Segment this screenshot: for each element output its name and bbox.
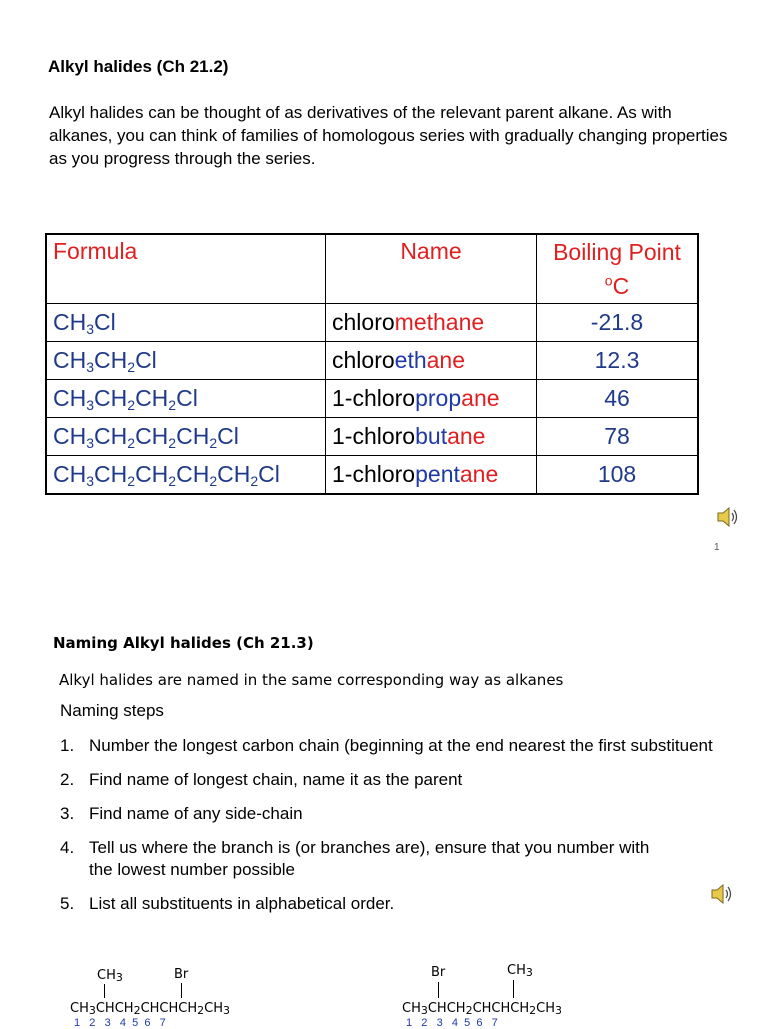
table-row [46, 304, 698, 342]
list-item: 1. Number the longest carbon chain (beginning at the end nearest the first substituent [60, 736, 713, 755]
bp-cell: 108 [537, 456, 699, 495]
molecule2-substituent2: $CH_3$ [507, 963, 533, 979]
bond-line [104, 984, 105, 998]
boiling-point-table [45, 233, 699, 495]
molecule2-substituent1: Br [431, 965, 446, 980]
molecule1-chain: $CH_3CHCH_2CHCHCH_2CH_3$ [70, 1001, 230, 1017]
table-row [46, 456, 698, 495]
bp-cell: 78 [537, 418, 699, 456]
molecule2-numbering: 1 2 3 4 5 6 7 [406, 1017, 498, 1029]
header-formula: Formula [46, 234, 326, 304]
molecule2-chain: $CH_3CHCH_2CHCHCH_2CH_3$ [402, 1001, 562, 1017]
page-number: 1 [714, 542, 720, 553]
molecule1-numbering: 1 2 3 4 5 6 7 [74, 1017, 166, 1029]
slide2-title: Naming Alkyl halides (Ch 21.3) [53, 634, 314, 652]
list-item: 2. Find name of longest chain, name it as the parent [60, 770, 463, 789]
bp-cell: 46 [537, 380, 699, 418]
bp-cell: 12.3 [537, 342, 699, 380]
header-name: Name [326, 234, 537, 304]
table-row [46, 380, 698, 418]
formula-cell: $CH_3CH_2Cl$ [46, 342, 326, 380]
table-header-row [46, 234, 698, 304]
formula-cell: $CH_3CH_2CH_2CH_2CH_2Cl$ [46, 456, 326, 495]
header-boiling-point: Boiling Point $^o$C [537, 234, 699, 304]
name-cell: 1-chloropropane [326, 380, 537, 418]
slide1-intro: Alkyl halides can be thought of as derivatives of the relevant parent alkane. As with alkanes, you can think of families of homologous series with gradually changing properties as you progress through the series. [49, 103, 728, 168]
steps-title: Naming steps [60, 701, 164, 720]
slide2-subtitle: Alkyl halides are named in the same corresponding way as alkanes [59, 671, 564, 689]
formula-cell: $CH_3Cl$ [46, 304, 326, 342]
list-item: 5. List all substituents in alphabetical order. [60, 894, 395, 913]
name-cell: 1-chlorobutane [326, 418, 537, 456]
formula-cell: $CH_3CH_2CH_2Cl$ [46, 380, 326, 418]
table-row [46, 418, 698, 456]
slide1-title: Alkyl halides (Ch 21.2) [48, 57, 229, 76]
degree-celsius: $^o$C [604, 272, 630, 299]
molecule1-substituent2: Br [174, 967, 189, 982]
list-item: 3. Find name of any side-chain [60, 804, 303, 823]
bond-line [181, 983, 182, 998]
molecule1-substituent1: $CH_3$ [97, 968, 123, 984]
table-row [46, 342, 698, 380]
speaker-icon[interactable] [710, 882, 736, 906]
name-cell: chloromethane [326, 304, 537, 342]
name-cell: chloroethane [326, 342, 537, 380]
formula-cell: $CH_3CH_2CH_2CH_2Cl$ [46, 418, 326, 456]
speaker-icon[interactable] [716, 505, 742, 529]
bond-line [438, 982, 439, 998]
name-cell: 1-chloropentane [326, 456, 537, 495]
naming-steps-list [60, 735, 720, 927]
bp-cell: -21.8 [537, 304, 699, 342]
bond-line [513, 980, 514, 998]
list-item: 4. Tell us where the branch is (or branches are), ensure that you number with the lowest number possible [60, 838, 650, 879]
